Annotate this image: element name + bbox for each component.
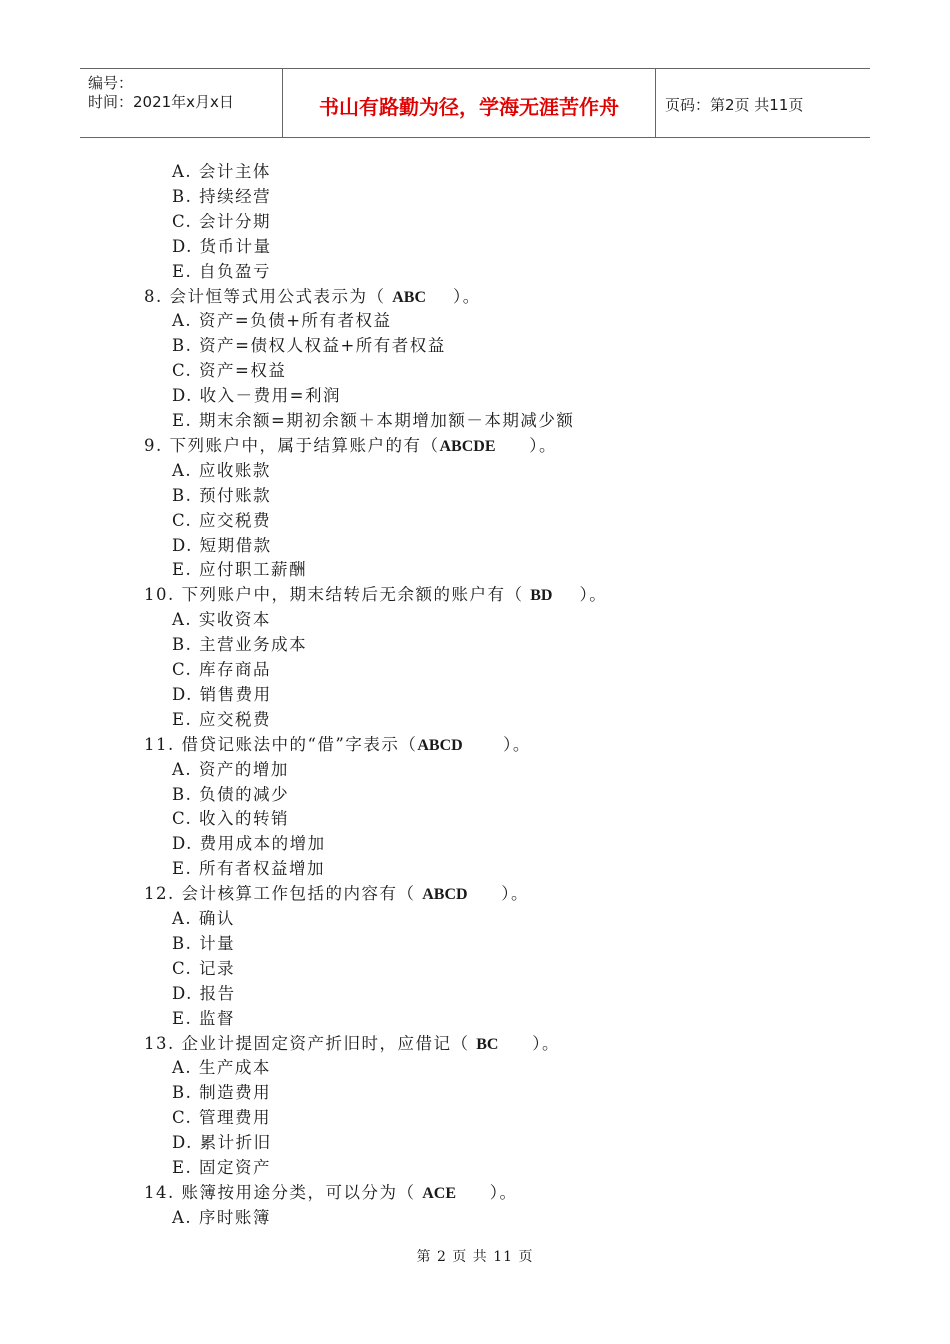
option-line: B. 负债的减少	[172, 785, 290, 804]
option-line: C. 应交税费	[172, 511, 272, 530]
question-line	[144, 733, 531, 757]
question-closing: ）。	[426, 287, 481, 306]
time-label: 时间：2021年x月x日	[88, 93, 234, 111]
answer-text: ABCDE	[439, 438, 496, 455]
option-line: C. 会计分期	[172, 212, 272, 231]
answer-text: BC	[476, 1036, 499, 1053]
answer-text: ABCD	[422, 886, 468, 903]
serial-label: 编号：	[88, 74, 134, 92]
option-line: E. 应交税费	[172, 710, 272, 729]
page-header	[80, 68, 870, 138]
option-line: A. 序时账簿	[172, 1208, 271, 1227]
option-line: A. 应收账款	[172, 461, 271, 480]
page-footer: 第 2 页 共 11 页	[416, 1249, 534, 1265]
option-line: C. 库存商品	[172, 660, 272, 679]
question-text: 14. 账簿按用途分类，可以分为（	[144, 1183, 423, 1202]
option-line: A. 确认	[172, 909, 235, 928]
question-text: 8. 会计恒等式用公式表示为（	[144, 287, 393, 306]
option-line: B. 预付账款	[172, 486, 272, 505]
question-line	[144, 285, 481, 309]
question-closing: ）。	[495, 436, 557, 455]
question-line	[144, 1181, 518, 1205]
question-line	[144, 434, 557, 458]
question-closing: ）。	[498, 1034, 560, 1053]
question-closing: ）。	[552, 585, 608, 604]
question-line	[144, 1032, 560, 1056]
header-left-cell	[80, 69, 282, 137]
question-closing: ）。	[467, 884, 530, 903]
header-right-cell	[655, 69, 870, 137]
option-line: E. 自负盈亏	[172, 262, 272, 281]
question-text: 12. 会计核算工作包括的内容有（	[144, 884, 423, 903]
option-line: C. 资产=权益	[172, 361, 287, 380]
option-line: B. 计量	[172, 934, 236, 953]
question-line	[144, 882, 529, 906]
option-line: D. 累计折旧	[172, 1133, 272, 1152]
question-text: 10. 下列账户中，期末结转后无余额的账户有（	[144, 585, 531, 604]
answer-text: ABC	[392, 289, 427, 306]
option-line: C. 记录	[172, 959, 236, 978]
question-line	[144, 583, 607, 607]
option-line: B. 持续经营	[172, 187, 272, 206]
option-line: A. 生产成本	[172, 1058, 271, 1077]
answer-text: ABCD	[417, 737, 463, 754]
option-line: E. 应付职工薪酬	[172, 560, 308, 579]
option-line: D. 收入－费用=利润	[172, 386, 341, 405]
option-line: A. 实收资本	[172, 610, 271, 629]
option-line: D. 短期借款	[172, 536, 272, 555]
option-line: D. 费用成本的增加	[172, 834, 326, 853]
answer-text: ACE	[422, 1185, 457, 1202]
option-line: B. 主营业务成本	[172, 635, 308, 654]
option-line: E. 期末余额=期初余额＋本期增加额－本期减少额	[172, 411, 575, 430]
option-line: B. 资产=债权人权益+所有者权益	[172, 336, 446, 355]
question-text: 9. 下列账户中，属于结算账户的有（	[144, 436, 440, 455]
option-line: E. 监督	[172, 1009, 236, 1028]
question-text: 13. 企业计提固定资产折旧时，应借记（	[144, 1034, 477, 1053]
option-line: A. 资产=负债+所有者权益	[172, 311, 392, 330]
option-line: D. 报告	[172, 984, 236, 1003]
question-text: 11. 借贷记账法中的“借”字表示（	[144, 735, 418, 754]
option-line: E. 固定资产	[172, 1158, 272, 1177]
option-line: C. 管理费用	[172, 1108, 272, 1127]
question-closing: ）。	[462, 735, 531, 754]
option-line: D. 销售费用	[172, 685, 272, 704]
option-line: E. 所有者权益增加	[172, 859, 326, 878]
option-line: A. 会计主体	[172, 162, 271, 181]
option-line: A. 资产的增加	[172, 760, 289, 779]
page-info: 页码：第2页 共11页	[665, 96, 804, 114]
answer-text: BD	[530, 587, 553, 604]
option-line: D. 货币计量	[172, 237, 272, 256]
option-line: C. 收入的转销	[172, 809, 290, 828]
option-line: B. 制造费用	[172, 1083, 272, 1102]
motto-text: 书山有路勤为径，学海无涯苦作舟	[319, 95, 619, 119]
question-closing: ）。	[456, 1183, 518, 1202]
header-motto-cell	[282, 69, 656, 137]
